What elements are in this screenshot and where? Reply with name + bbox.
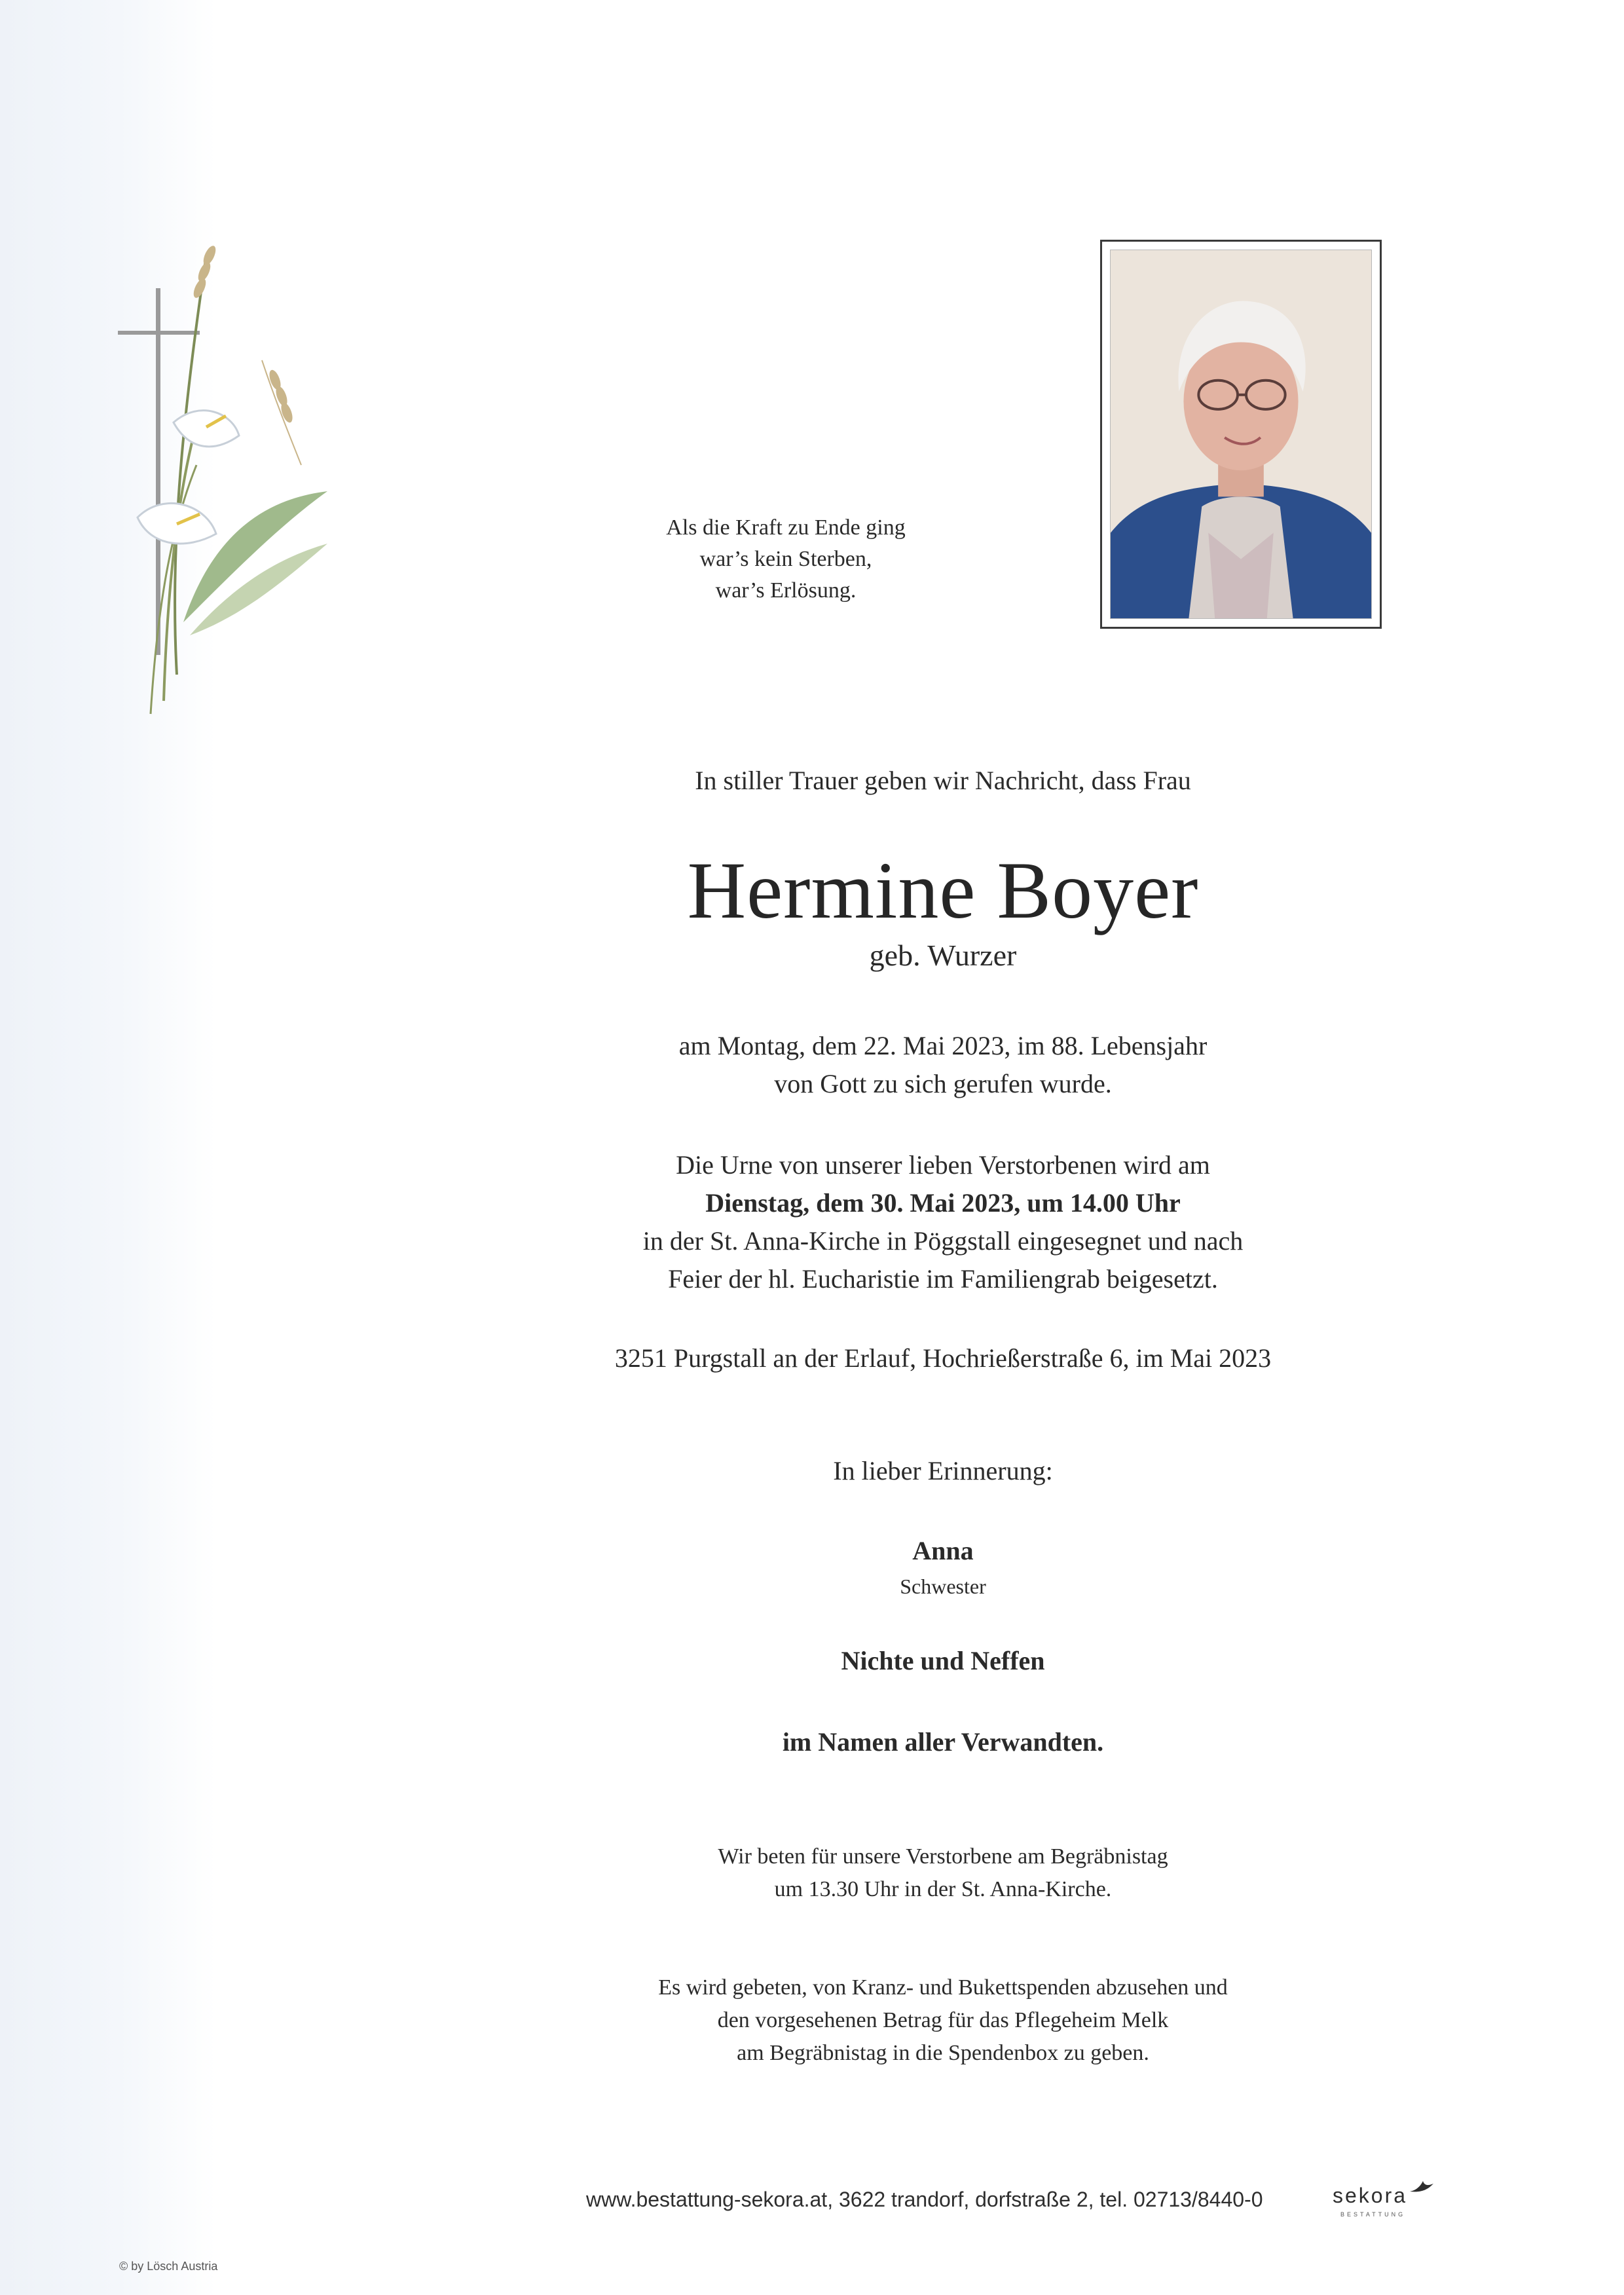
- sekora-logo: [1333, 2177, 1437, 2223]
- mourner-relation: Schwester: [900, 1575, 986, 1598]
- donation-line: am Begräbnistag in die Spendenbox zu geben.: [737, 2041, 1149, 2065]
- prayer-notice: [498, 1840, 1388, 1906]
- footer-contact: www.bestattung-sekora.at, 3622 trandorf, dorfstraße 2, tel. 02713/8440-0: [586, 2188, 1263, 2211]
- ceremony-notice: [498, 1146, 1388, 1298]
- bird-icon: [1409, 2177, 1435, 2197]
- death-notice-line: am Montag, dem 22. Mai 2023, im 88. Lebensjahr: [678, 1031, 1208, 1060]
- copyright-note: © by Lösch Austria: [119, 2260, 218, 2273]
- donation-line: Es wird gebeten, von Kranz- und Bukettspenden abzusehen und: [658, 1975, 1228, 2000]
- ceremony-line: Die Urne von unserer lieben Verstorbenen wird am: [676, 1150, 1210, 1180]
- logo-word: sekora: [1333, 2184, 1408, 2207]
- death-notice: [498, 1027, 1388, 1103]
- prayer-line: Wir beten für unsere Verstorbene am Begräbnistag: [718, 1844, 1168, 1869]
- poem: [589, 512, 982, 606]
- cross-with-calla-lilies-icon: [65, 216, 341, 727]
- memory-heading: In lieber Erinnerung:: [833, 1456, 1053, 1485]
- mourner-group: im Namen aller Verwandten.: [782, 1727, 1104, 1757]
- ceremony-date: Dienstag, dem 30. Mai 2023, um 14.00 Uhr: [705, 1188, 1181, 1218]
- death-notice-line: von Gott zu sich gerufen wurde.: [774, 1069, 1112, 1098]
- deceased-name: Hermine Boyer: [687, 846, 1199, 935]
- prayer-line: um 13.30 Uhr in der St. Anna-Kirche.: [774, 1877, 1112, 1901]
- poem-line: Als die Kraft zu Ende ging: [666, 515, 906, 540]
- logo-subtitle: BESTATTUNG: [1340, 2211, 1406, 2218]
- donation-line: den vorgesehenen Betrag für das Pflegeheim Melk: [717, 2008, 1169, 2032]
- donation-notice: [498, 1971, 1388, 2070]
- ceremony-line: in der St. Anna-Kirche in Pöggstall eingesegnet und nach: [642, 1226, 1244, 1256]
- poem-line: war’s kein Sterben,: [699, 547, 872, 571]
- birth-name: geb. Wurzer: [869, 939, 1017, 972]
- ceremony-line: Feier der hl. Eucharistie im Familiengrab beigesetzt.: [668, 1264, 1218, 1294]
- mourner-name: Anna: [912, 1536, 974, 1565]
- intro-text: In stiller Trauer geben wir Nachricht, dass Frau: [695, 766, 1191, 795]
- portrait-photo: [1100, 240, 1382, 629]
- poem-line: war’s Erlösung.: [715, 578, 857, 603]
- place-date: 3251 Purgstall an der Erlauf, Hochrießerstraße 6, im Mai 2023: [614, 1343, 1272, 1373]
- mourner-group: Nichte und Neffen: [841, 1646, 1045, 1675]
